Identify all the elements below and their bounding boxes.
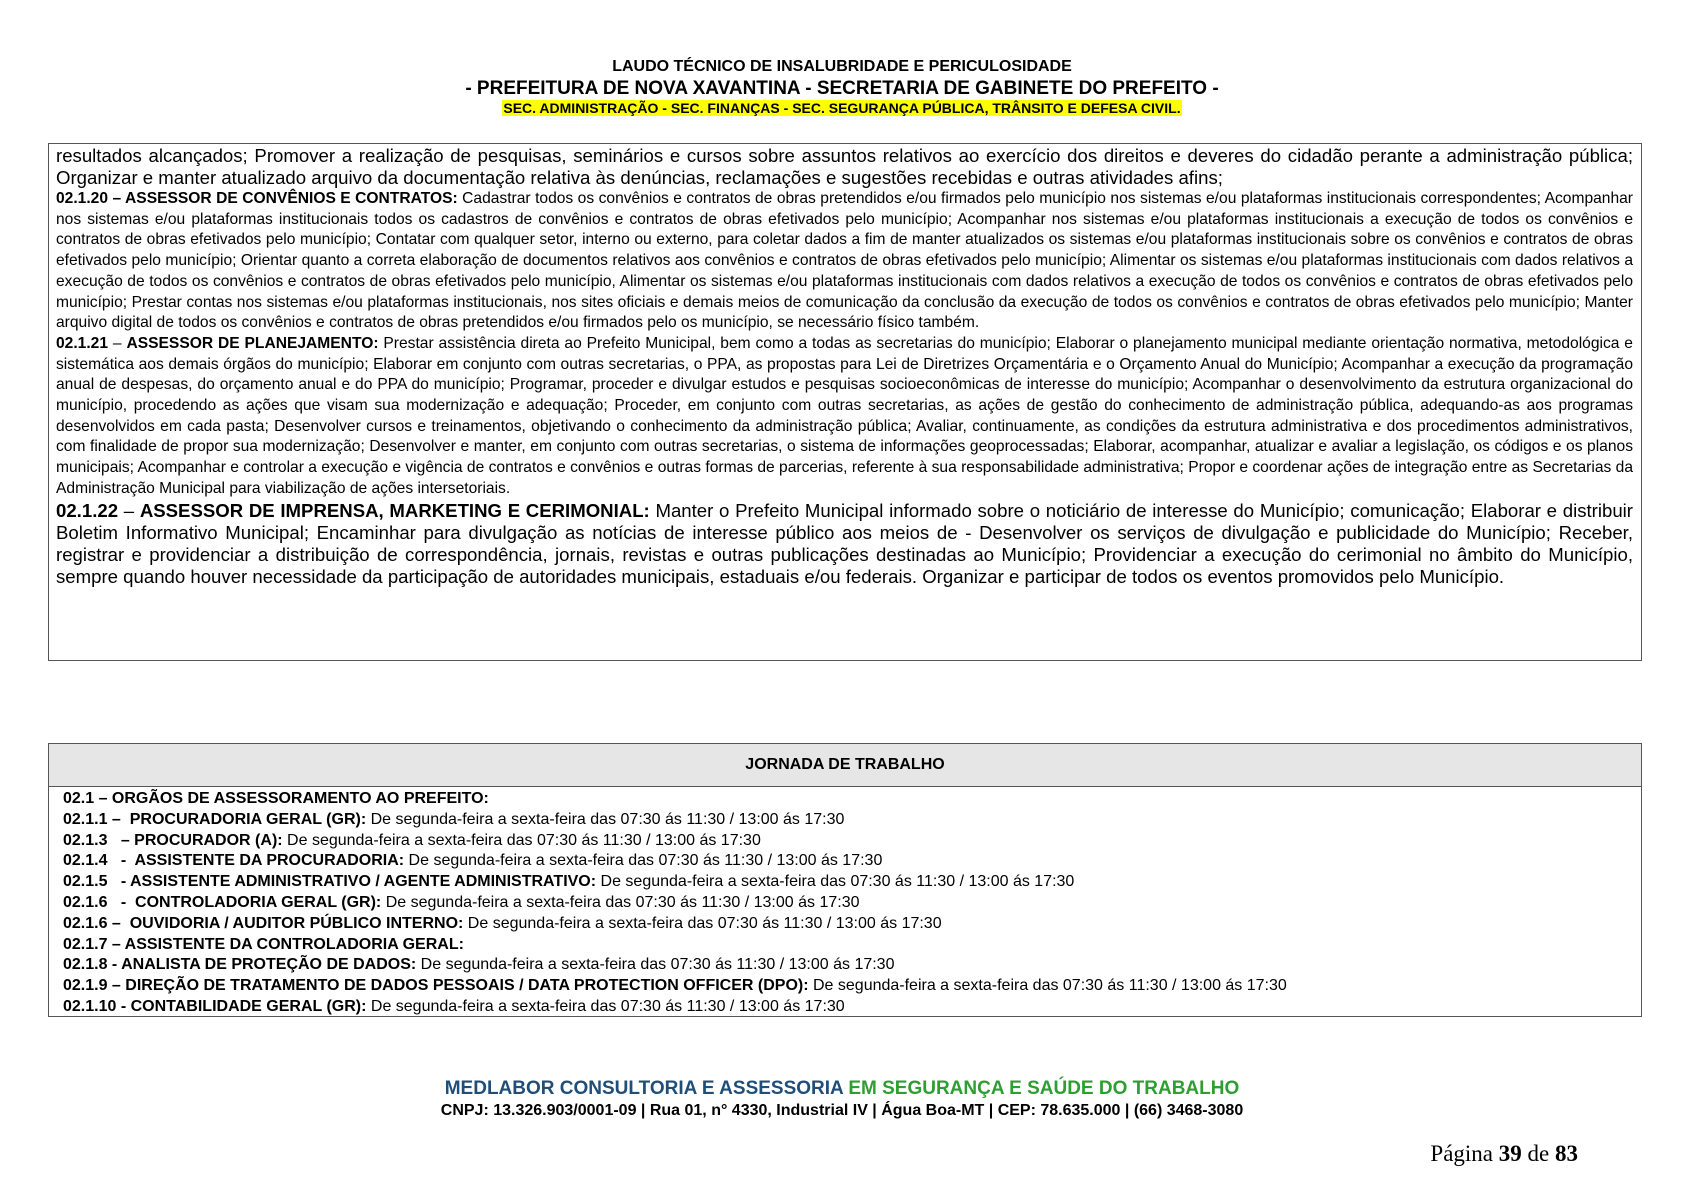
company-name-secondary: EM SEGURANÇA E SAÚDE DO TRABALHO [843,1078,1240,1099]
section-number: 02.1.21 [56,334,109,352]
company-name [0,1077,1684,1101]
item-label: 02.1.6 – OUVIDORIA / AUDITOR PÚBLICO INTERNO: [63,914,464,932]
item-text: De segunda-feira a sexta-feira das 07:30 ás 11:30 / 13:00 ás 17:30 [366,997,845,1015]
work-schedule-list [49,787,1641,1017]
work-schedule-title: JORNADA DE TRABALHO [49,744,1641,787]
item-label: 02.1.4 - ASSISTENTE DA PROCURADORIA: [63,852,405,870]
section-text: Prestar assistência direta ao Prefeito Municipal, bem como a todas as secretarias do município; Elaborar o planejamento municipal mediante orientação normativa, metodológica e sistemática aos demais órgãos do município; Elaborar em conjunto com outras secretarias, o PPA, as propostas para Lei de Diretrizes Orçamentária e o Orçamento Anual do Município; Acompanhar a execução da programação anual de despesas, do orçamento anual e do PPA do município; Programar, proceder e divulgar estudos e pesquisas socioeconômicas de interesse do município; Acompanhar o desenvolvimento da estrutura organizacional do município, procedendo as ações que visam sua modernização e adequação; Proceder, em conjunto com outras secretarias, as ações de gestão do conhecimento de administração pública, adequando-as aos programas desenvolvidos em cada pasta; Desenvolver cursos e treinamentos, objetivando o conhecimento da administração pública; Avaliar, continuamente, as condições da estrutura administrativa e dos procedimentos administrativos, com finalidade de propor sua modernização; Desenvolver e manter, em conjunto com outras secretarias, o sistema de informações geoprocessadas; Elaborar, acompanhar, atualizar e avaliar a legislação, os códigos e os planos municipais; Acompanhar e controlar a execução e vigência de contratos e convênios e outras formas de parcerias, referente à sua responsabilidade administrativa; Propor e coordenar ações de integração entre as Secretarias da Administração Municipal para viabilização de ações intersetoriais. [56,334,1633,497]
section-text: Manter o Prefeito Municipal informado sobre o noticiário de interesse do Município; comunicação; Elaborar e distribuir Boletim Informativo Municipal; Encaminhar para divulgação as notícias de interesse público aos meios de - Desenvolver os serviços de divulgação e publicidade do Município; Receber, registrar e providenciar a distribuição de correspondência, jornais, revistas e outras publicações destinadas ao Município; Providenciar a execução do cerimonial no âmbito do Município, sempre quando houver necessidade da participação de autoridades municipais, estaduais e/ou federais. Organizar e participar de todos os eventos promovidos pelo Município. [56,499,1633,587]
list-item [63,872,1641,893]
section-02-1-21 [56,334,1633,500]
list-item [63,810,1641,831]
document-header [0,57,1684,117]
total-pages: 83 [1555,1141,1578,1166]
highlighted-departments: SEC. ADMINISTRAÇÃO - SEC. FINANÇAS - SEC. SEGURANÇA PÚBLICA, TRÂNSITO E DEFESA CIVIL. [503,100,1181,116]
list-item [63,914,1641,935]
intro-paragraph: resultados alcançados; Promover a realização de pesquisas, seminários e cursos sobre assuntos relativos ao exercício dos direitos e deveres do cidadão perante a administração pública; Organizar e manter atualizado arquivo da documentação relativa às denúncias, reclamações e sugestões recebidas e outras atividades afins; [56,145,1633,188]
page-prefix: Página [1430,1141,1499,1166]
item-label: 02.1.10 - CONTABILIDADE GERAL (GR): [63,997,367,1015]
list-item [63,789,1641,810]
item-text: De segunda-feira a sexta-feira das 07:30 ás 11:30 / 13:00 ás 17:30 [366,810,845,828]
item-text: De segunda-feira a sexta-feira das 07:30 ás 11:30 / 13:00 ás 17:30 [808,977,1287,995]
list-item [63,955,1641,976]
section-text: Cadastrar todos os convênios e contratos de obras pretendidos e/ou firmados pelo município nos sistemas e/ou plataformas institucionais correspondentes; Acompanhar nos sistemas e/ou plataformas institucionais todos os cadastros de convênios e contratos de obras efetivados pelo município; Acompanhar nos sistemas e/ou plataformas institucionais a execução de todos os convênios e contratos de obras efetivados pelo município; Contatar com qualquer setor, interno ou externo, para coletar dados a fim de manter atualizados os sistemas e/ou plataformas institucionais sobre os convênios e contratos de obras efetivados pelo município; Orientar quanto a correta elaboração de documentos relativos aos convênios e contratos de obras efetivados pelo município; Alimentar os sistemas e/ou plataformas institucionais com dados relativos a execução de todos os convênios e contratos de obras efetivados pelo município, Alimentar os sistemas e/ou plataformas institucionais com dados relativos a execução de todos os convênios e contratos de obras efetivados pelo município; Prestar contas nos sistemas e/ou plataformas institucionais, nos sites oficiais e demais meios de comunicação da conclusão da execução de todos os convênios e contratos de obras efetivados pelo município; Manter arquivo digital de todos os convênios e contratos de obras pretendidos e/ou firmados pelo os município, se necessário físico também. [56,190,1633,332]
item-label: 02.1.8 - ANALISTA DE PROTEÇÃO DE DADOS: [63,956,417,974]
section-dash: – [108,334,127,352]
section-02-1-22 [56,500,1633,588]
section-dash: – [118,499,140,521]
section-title: 02.1.20 – ASSESSOR DE CONVÊNIOS E CONTRATOS: [56,190,458,207]
page-separator: de [1521,1141,1555,1166]
item-label: 02.1.6 - CONTROLADORIA GERAL (GR): [63,893,382,911]
list-item [63,893,1641,914]
item-text: De segunda-feira a sexta-feira das 07:30 ás 11:30 / 13:00 ás 17:30 [282,831,761,849]
company-name-primary: MEDLABOR CONSULTORIA E ASSESSORIA [444,1078,844,1099]
item-text: De segunda-feira a sexta-feira das 07:30 ás 11:30 / 13:00 ás 17:30 [381,893,860,911]
section-02-1-20 [56,189,1633,334]
document-footer [0,1077,1684,1121]
job-descriptions-box [48,143,1642,661]
page-number [1430,1141,1578,1167]
work-schedule-box [48,743,1642,1017]
item-label: 02.1 – ORGÃOS DE ASSESSORAMENTO AO PREFEITO: [63,790,489,807]
section-title: ASSESSOR DE PLANEJAMENTO: [126,334,379,352]
item-label: 02.1.9 – DIREÇÃO DE TRATAMENTO DE DADOS PESSOAIS / DATA PROTECTION OFFICER (DPO): [63,977,809,995]
current-page: 39 [1498,1141,1522,1166]
list-item [63,831,1641,852]
item-label: 02.1.7 – ASSISTENTE DA CONTROLADORIA GERAL: [63,935,464,953]
section-number: 02.1.22 [56,499,119,521]
departments-line [0,100,1684,117]
item-text: De segunda-feira a sexta-feira das 07:30 ás 11:30 / 13:00 ás 17:30 [463,914,942,932]
item-label: 02.1.3 – PROCURADOR (A): [63,831,283,849]
list-item [63,851,1641,872]
item-label: 02.1.1 – PROCURADORIA GERAL (GR): [63,810,367,828]
item-text: De segunda-feira a sexta-feira das 07:30 ás 11:30 / 13:00 ás 17:30 [596,873,1075,891]
list-item [63,997,1641,1017]
list-item [63,976,1641,997]
document-subtitle: - PREFEITURA DE NOVA XAVANTINA - SECRETARIA DE GABINETE DO PREFEITO - [465,78,1219,99]
item-label: 02.1.5 - ASSISTENTE ADMINISTRATIVO / AGENTE ADMINISTRATIVO: [63,873,597,891]
item-text: De segunda-feira a sexta-feira das 07:30 ás 11:30 / 13:00 ás 17:30 [404,852,883,870]
company-contact: CNPJ: 13.326.903/0001-09 | Rua 01, n° 4330, Industrial IV | Água Boa-MT | CEP: 78.635.000 | (66) 3468-3080 [440,1102,1244,1119]
item-text: De segunda-feira a sexta-feira das 07:30 ás 11:30 / 13:00 ás 17:30 [416,956,895,974]
document-title: LAUDO TÉCNICO DE INSALUBRIDADE E PERICULOSIDADE [612,58,1072,75]
list-item [63,935,1641,956]
section-title: ASSESSOR DE IMPRENSA, MARKETING E CERIMONIAL: [139,499,650,521]
